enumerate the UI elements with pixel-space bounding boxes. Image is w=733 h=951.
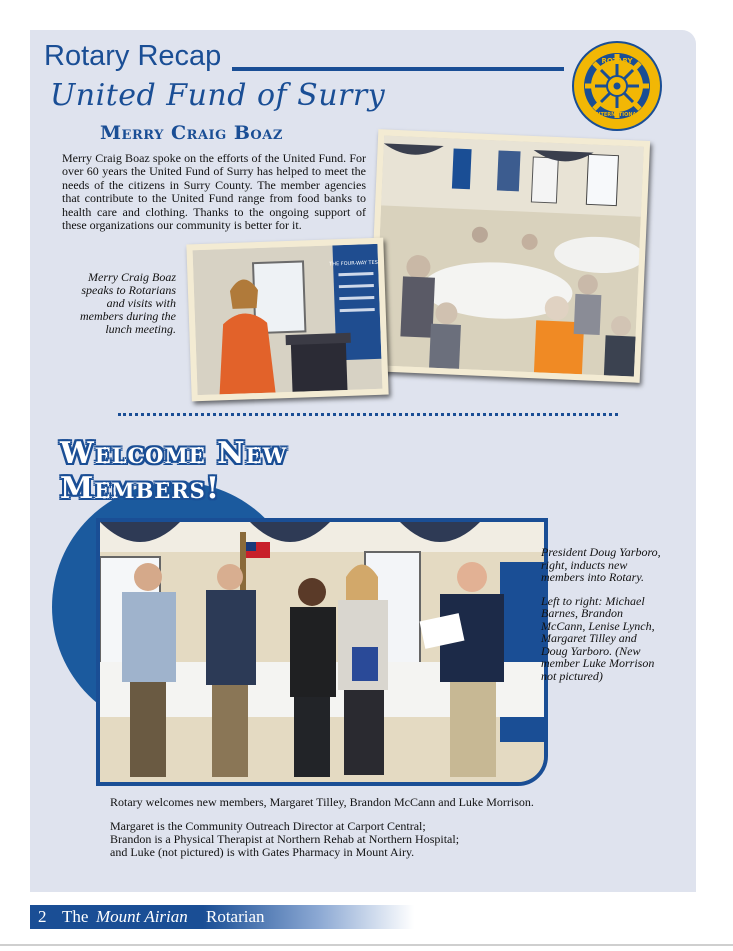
speaker-photo (186, 238, 388, 402)
page-title: Rotary Recap (44, 40, 222, 72)
new-members-photo (96, 518, 548, 786)
publication-name-post: Rotarian (206, 907, 265, 926)
caption-inducts: President Doug Yarboro, right, inducts new members into Rotary. (541, 545, 661, 584)
section-heading-speaker: Merry Craig Boaz (100, 122, 283, 144)
welcome-heading-line2: Members! (60, 471, 221, 506)
publication-name-italic: Mount Airian (96, 907, 188, 926)
banquet-photo (368, 129, 650, 383)
rotary-wheel-logo (571, 40, 663, 132)
page-subtitle: United Fund of Surry (50, 78, 386, 113)
four-way-test-banner-text: THE FOUR-WAY TEST (329, 259, 382, 268)
speaker-photo-caption: Merry Craig Boaz speaks to Rotarians and visits with members during the lunch meeting. (80, 270, 176, 336)
welcome-paragraph: Rotary welcomes new members, Margaret Tilley, Brandon McCann and Luke Morrison. (110, 795, 534, 809)
publication-name-pre: The (62, 907, 89, 926)
section-divider (118, 413, 618, 416)
new-members-article-text (110, 796, 590, 859)
welcome-heading-line1: Welcome New (60, 436, 288, 471)
page-number: 2 (38, 907, 47, 926)
member-line-brandon: Brandon is a Physical Therapist at Northern Rehab at Northern Hospital; (110, 832, 460, 846)
welcome-heading (60, 436, 287, 506)
logo-text-top: ROTARY (601, 57, 633, 65)
speaker-article-text: Merry Craig Boaz spoke on the efforts of the United Fund. For over 60 years the United Fund of Surry has helped to meet the needs of the citizens in Surry County. The member agencies that contribute to the United Fund range from food banks to health care and clothing. Thanks to the ongoing support of these organizations our community is better for it. (62, 151, 366, 233)
page-bottom-rule (0, 944, 733, 946)
page-footer (30, 905, 414, 929)
member-line-luke: and Luke (not pictured) is with Gates Pharmacy in Mount Airy. (110, 845, 415, 859)
new-members-photo-caption (541, 546, 666, 682)
caption-names: Left to right: Michael Barnes, Brandon McCann, Lenise Lynch, Margaret Tilley and Doug Yarboro. (New member Luke Morrison not pictured) (541, 593, 655, 683)
member-line-margaret: Margaret is the Community Outreach Director at Carport Central; (110, 819, 426, 833)
title-rule (232, 67, 564, 71)
logo-text-bottom: INTERNATIONAL (594, 112, 640, 118)
